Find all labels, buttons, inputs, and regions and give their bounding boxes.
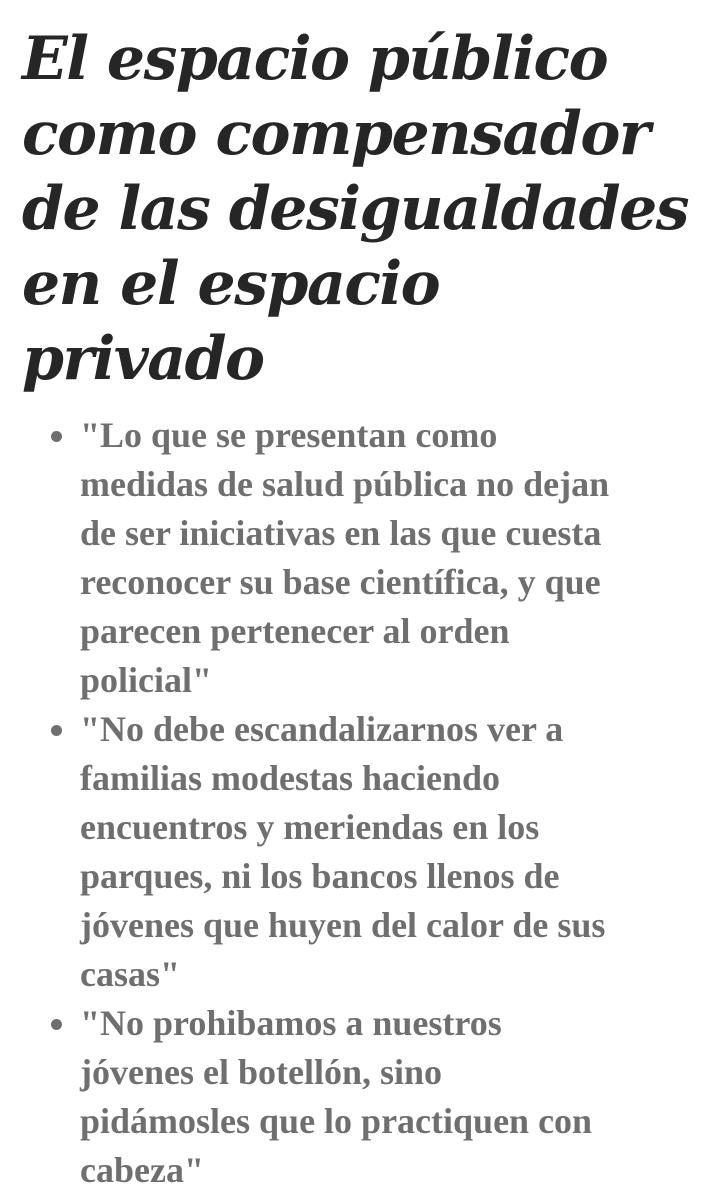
highlight-quote: [80, 999, 703, 1195]
bullet-icon: [51, 431, 62, 442]
quote-line: medidas de salud pública no dejan: [80, 464, 610, 504]
quote-line: "Lo que se presentan como: [80, 415, 498, 455]
headline-line: privado: [22, 324, 264, 394]
quote-line: parecen pertenecer al orden: [80, 611, 510, 651]
quote-line: "No debe escandalizarnos ver a: [80, 709, 564, 749]
bullet-icon: [51, 1019, 62, 1030]
highlight-quote: [80, 411, 703, 705]
bullet-icon: [51, 725, 62, 736]
headline-line: en el espacio: [22, 249, 440, 319]
highlights-list: [22, 411, 703, 1195]
highlight-item: [80, 705, 703, 999]
quote-line: jóvenes el botellón, sino: [80, 1052, 443, 1092]
headline-line: El espacio público: [22, 24, 608, 94]
highlight-item: [80, 411, 703, 705]
quote-line: "No prohibamos a nuestros: [80, 1003, 502, 1043]
highlight-item: [80, 999, 703, 1195]
headline-line: de las desigualdades: [22, 174, 689, 244]
quote-line: encuentros y meriendas en los: [80, 807, 540, 847]
quote-line: familias modestas haciendo: [80, 758, 501, 798]
quote-line: casas": [80, 954, 180, 994]
quote-line: reconocer su base científica, y que: [80, 562, 601, 602]
quote-line: jóvenes que huyen del calor de sus: [80, 905, 606, 945]
headline: [22, 22, 703, 397]
quote-line: cabeza": [80, 1150, 204, 1190]
headline-line: como compensador: [22, 99, 649, 169]
quote-line: de ser iniciativas en las que cuesta: [80, 513, 602, 553]
quote-line: policial": [80, 660, 212, 700]
quote-line: parques, ni los bancos llenos de: [80, 856, 560, 896]
highlight-quote: [80, 705, 703, 999]
quote-line: pidámosles que lo practiquen con: [80, 1101, 593, 1141]
